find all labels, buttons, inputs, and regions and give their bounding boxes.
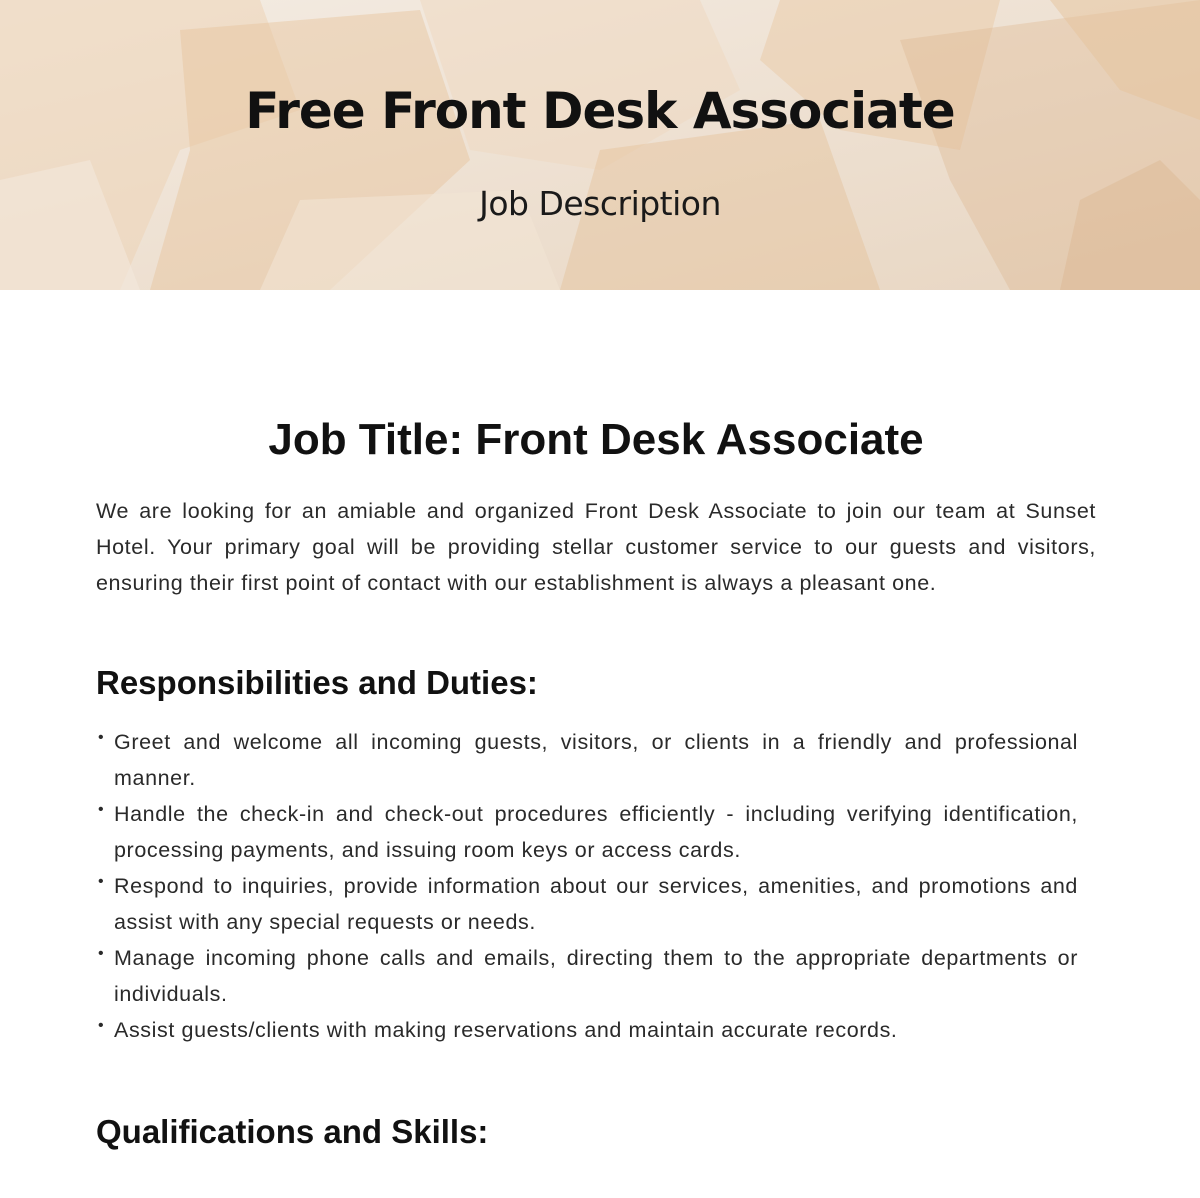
banner-title: Free Front Desk Associate <box>245 82 955 140</box>
responsibilities-list <box>96 724 1078 1048</box>
header-banner <box>0 0 1200 290</box>
banner-subtitle: Job Description <box>479 184 721 223</box>
responsibilities-heading: Responsibilities and Duties: <box>96 663 538 701</box>
list-item: • Handle the check-in and check-out procedures efficiently - including verifying identification, processing payments, and issuing room keys or access cards. <box>96 796 1078 868</box>
list-item: • Manage incoming phone calls and emails, directing them to the appropriate departments or individuals. <box>96 940 1078 1012</box>
watercolor-background <box>0 0 1200 290</box>
intro-paragraph: We are looking for an amiable and organized Front Desk Associate to join our team at Sunset Hotel. Your primary goal will be providing stellar customer service to our guests and visitors, ensuring their first point of contact with our establishment is always a pleasant one. <box>96 498 1096 595</box>
list-item: • Respond to inquiries, provide information about our services, amenities, and promotions and assist with any special requests or needs. <box>96 868 1078 940</box>
list-item: • Assist guests/clients with making reservations and maintain accurate records. <box>96 1012 1078 1048</box>
list-item: • Greet and welcome all incoming guests, visitors, or clients in a friendly and professional manner. <box>96 724 1078 796</box>
qualifications-heading: Qualifications and Skills: <box>96 1113 489 1151</box>
document-body <box>96 414 1096 1174</box>
job-title-heading: Job Title: Front Desk Associate <box>268 415 924 464</box>
